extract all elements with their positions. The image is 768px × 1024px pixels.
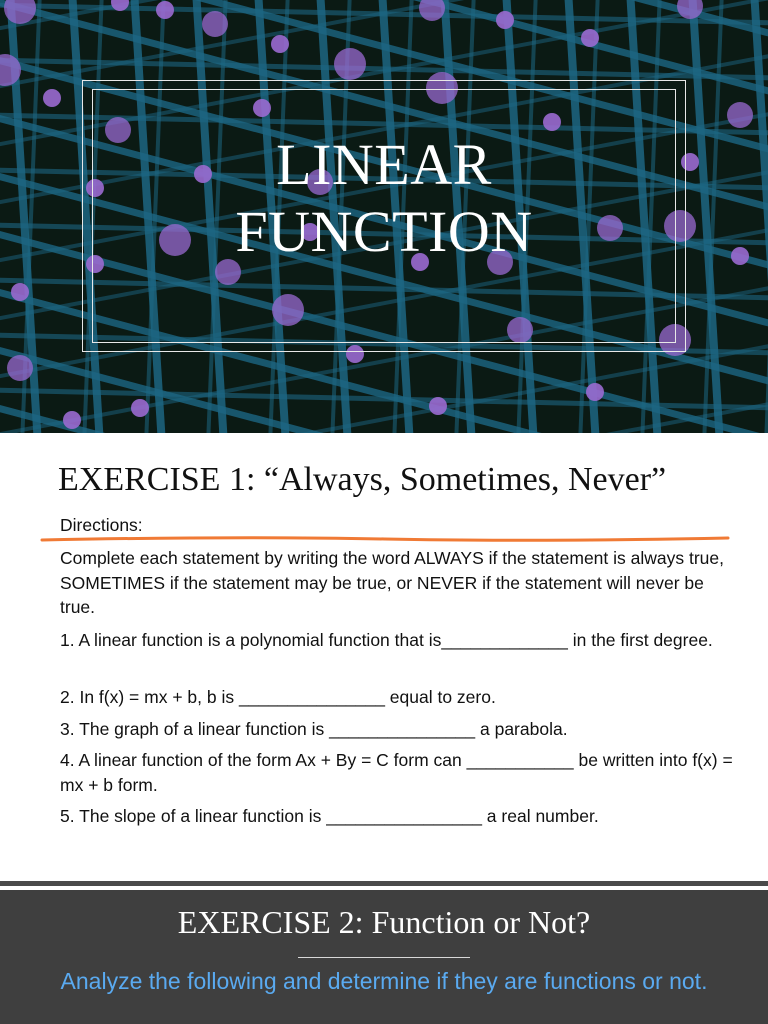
exercise-2-subtitle: Analyze the following and determine if they are functions or not. <box>60 968 708 994</box>
orange-divider <box>40 534 730 544</box>
lattice-node <box>202 11 228 37</box>
title-line-2: FUNCTION <box>235 199 533 264</box>
lattice-node <box>43 89 61 107</box>
exercise-1-slide <box>0 433 768 881</box>
lattice-node <box>496 11 514 29</box>
directions-text: Complete each statement by writing the word ALWAYS if the statement is always true, SOMETIMES if the statement may be true, or NEVER if the statement will never be true. <box>60 548 725 617</box>
lattice-node <box>581 29 599 47</box>
lattice-node <box>11 283 29 301</box>
title-line-1: LINEAR <box>276 132 492 197</box>
lattice-node <box>271 35 289 53</box>
lattice-beam <box>754 0 768 433</box>
statement-5: 5. The slope of a linear function is ________________ a real number. <box>60 806 599 826</box>
lattice-node <box>731 247 749 265</box>
statement-2: 2. In f(x) = mx + b, b is _______________ equal to zero. <box>60 687 496 707</box>
exercise-2-slide <box>0 890 768 1024</box>
lattice-node <box>419 0 445 21</box>
statement-1: 1. A linear function is a polynomial function that is_____________ in the first degree. <box>60 630 713 650</box>
title-slide <box>0 0 768 433</box>
lattice-node <box>334 48 366 80</box>
statement-3: 3. The graph of a linear function is _______________ a parabola. <box>60 719 568 739</box>
exercise-1-title: EXERCISE 1: “Always, Sometimes, Never” <box>58 461 667 498</box>
lattice-node <box>63 411 81 429</box>
lattice-node <box>156 1 174 19</box>
lattice-node <box>727 102 753 128</box>
lattice-node <box>586 383 604 401</box>
statement-4: 4. A linear function of the form Ax + By = C form can ___________ be written into f(x) = mx + b form. <box>60 750 733 795</box>
lattice-node <box>429 397 447 415</box>
exercise-2-rule <box>298 957 470 958</box>
lattice-node <box>7 355 33 381</box>
directions-label: Directions: <box>60 515 143 535</box>
lattice-node <box>131 399 149 417</box>
exercise-2-title: EXERCISE 2: Function or Not? <box>177 904 591 940</box>
